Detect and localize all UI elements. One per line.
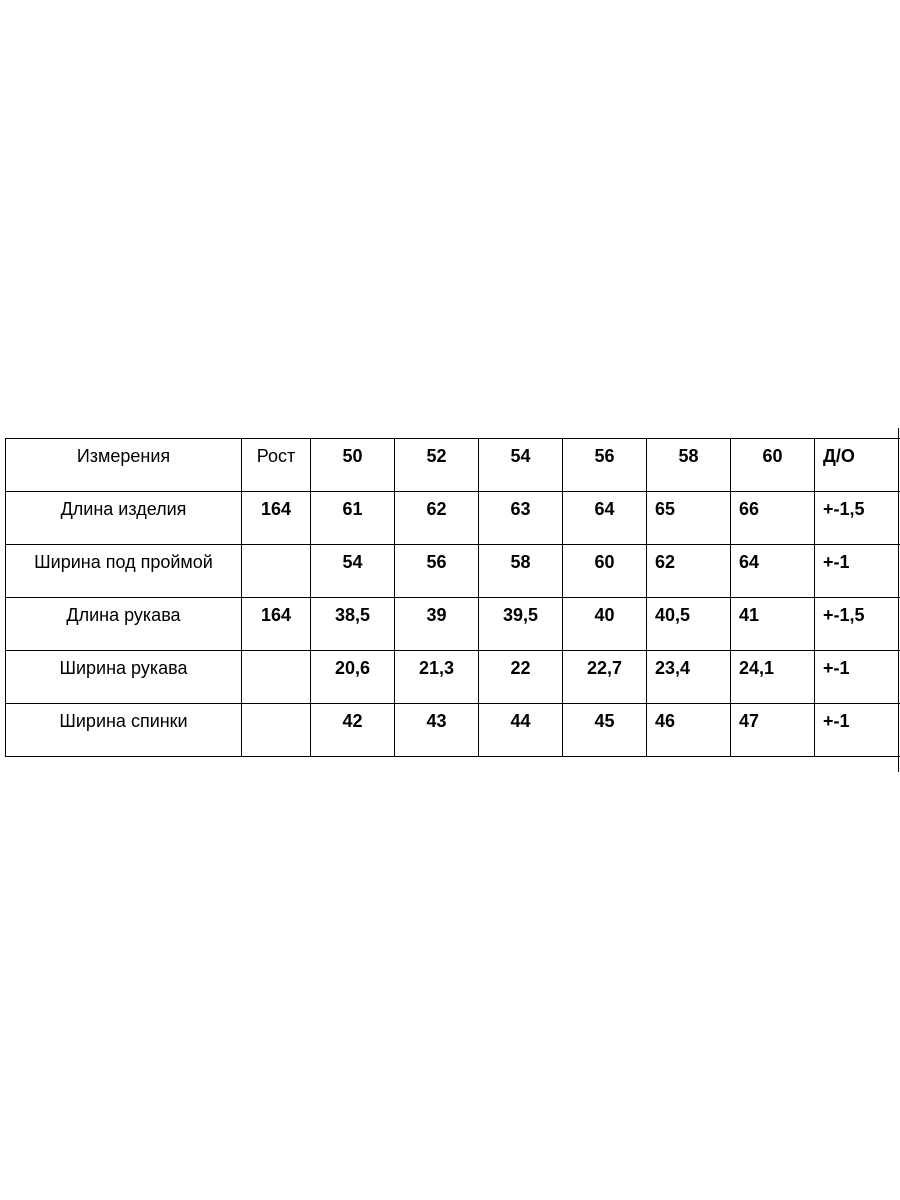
row-value: 65 [647,492,731,545]
row-value: 63 [479,492,563,545]
header-size: 58 [647,439,731,492]
table-row [6,651,900,704]
table-row [6,598,900,651]
row-height: 164 [242,598,311,651]
row-height [242,651,311,704]
row-value: 40,5 [647,598,731,651]
row-value: 56 [395,545,479,598]
table-right-border [898,428,899,772]
row-tolerance: +-1,5 [815,598,900,651]
row-value: 38,5 [311,598,395,651]
table-row [6,704,900,757]
header-measurement: Измерения [6,439,242,492]
header-size: 56 [563,439,647,492]
row-value: 44 [479,704,563,757]
row-value: 42 [311,704,395,757]
size-chart-table [5,438,900,757]
row-value: 41 [731,598,815,651]
row-value: 64 [563,492,647,545]
row-value: 21,3 [395,651,479,704]
table-row [6,492,900,545]
header-size: 60 [731,439,815,492]
row-value: 22 [479,651,563,704]
row-value: 62 [647,545,731,598]
header-tolerance: Д/О [815,439,900,492]
row-value: 58 [479,545,563,598]
row-value: 61 [311,492,395,545]
header-size: 50 [311,439,395,492]
row-value: 39 [395,598,479,651]
row-measurement: Длина рукава [6,598,242,651]
row-tolerance: +-1,5 [815,492,900,545]
row-value: 40 [563,598,647,651]
row-value: 60 [563,545,647,598]
row-value: 64 [731,545,815,598]
header-height: Рост [242,439,311,492]
row-measurement: Ширина рукава [6,651,242,704]
header-size: 52 [395,439,479,492]
row-height [242,545,311,598]
row-value: 22,7 [563,651,647,704]
row-tolerance: +-1 [815,545,900,598]
row-value: 23,4 [647,651,731,704]
row-tolerance: +-1 [815,704,900,757]
row-measurement: Ширина спинки [6,704,242,757]
row-value: 20,6 [311,651,395,704]
row-value: 24,1 [731,651,815,704]
row-measurement: Длина изделия [6,492,242,545]
table-row [6,545,900,598]
row-value: 66 [731,492,815,545]
row-value: 46 [647,704,731,757]
header-size: 54 [479,439,563,492]
row-tolerance: +-1 [815,651,900,704]
row-value: 43 [395,704,479,757]
row-value: 54 [311,545,395,598]
header-row [6,439,900,492]
row-measurement: Ширина под проймой [6,545,242,598]
row-value: 62 [395,492,479,545]
row-height [242,704,311,757]
row-value: 39,5 [479,598,563,651]
row-height: 164 [242,492,311,545]
row-value: 45 [563,704,647,757]
row-value: 47 [731,704,815,757]
